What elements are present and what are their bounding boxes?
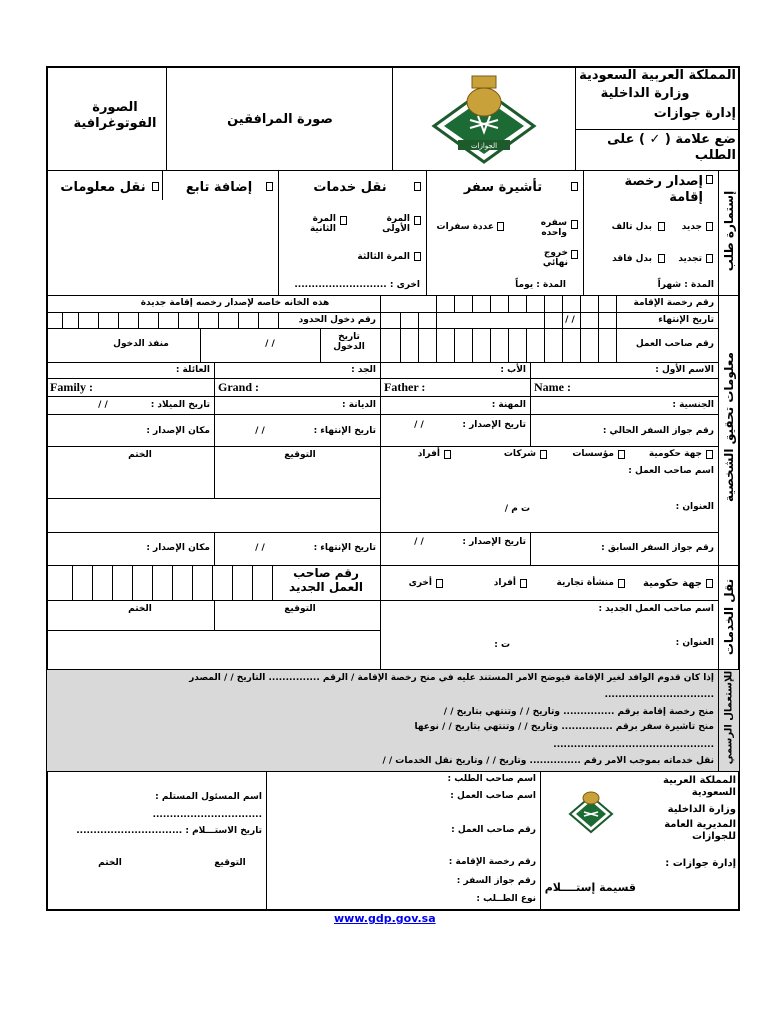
transfer-services-option: نقل خدمات [313, 180, 387, 195]
transfer-other-label: أخرى [408, 578, 432, 588]
divider [380, 600, 381, 669]
single-trip-label: سفره واحده [540, 218, 567, 239]
divider [46, 446, 718, 447]
receipt-logo [566, 786, 616, 836]
divider [214, 362, 215, 396]
employer-name-label: اسم صاحب العمل : [628, 466, 714, 476]
divider [530, 362, 531, 396]
receipt-receiver: اسم المسئول المستلم : [155, 792, 262, 802]
transfer-info-option: نقل معلومات [60, 180, 146, 195]
divider [200, 328, 201, 362]
divider [46, 328, 718, 329]
companies-label: شركات [503, 449, 536, 459]
kingdom-title: المملكة العربية السعودية [579, 68, 736, 83]
divider [214, 532, 215, 565]
receipt-general: المديرية العامة للجوازات [664, 819, 736, 842]
prev-issue-date-value[interactable]: / / [414, 537, 424, 547]
residence-duration: المدة : شهراً [657, 280, 714, 290]
divider [718, 565, 719, 669]
digit-box [598, 295, 599, 362]
divider [46, 565, 740, 566]
prev-expiry-label: تاريخ الإنتهاء : [313, 543, 376, 553]
new-residence-note: هذه الخانه خاصه لإصدار رخصه إقامة جديدة [140, 298, 330, 308]
divider [320, 328, 321, 362]
prev-expiry-value[interactable]: / / [255, 543, 265, 553]
receipt-request-type: نوع الطــلب : [476, 894, 536, 904]
lost-checkbox[interactable] [658, 222, 665, 231]
govt-label: جهة حكومية [648, 449, 702, 459]
visa-option: تأشيرة سفر [463, 180, 543, 195]
logo-text: الجوازات [470, 142, 498, 150]
digit-box [212, 565, 213, 600]
divider [278, 170, 279, 295]
official-line-5: ............................................... [553, 740, 714, 750]
new-employer-name-label: اسم صاحب العمل الجديد : [598, 604, 714, 614]
divider [718, 170, 719, 295]
divider [718, 669, 719, 771]
receipt-stamp: الختم [98, 858, 122, 868]
receipt-employer-no: رقم صاحب العمل : [451, 825, 536, 835]
divider [46, 362, 718, 363]
official-side-label: للإستعمال الرسمي [723, 670, 735, 765]
divider [718, 295, 719, 565]
digit-box [152, 565, 153, 600]
father-en-label: Father : [384, 380, 426, 394]
passports-logo [424, 68, 544, 166]
grandfather-label: الجد : [351, 365, 376, 375]
department-title: إدارة جوازات [653, 106, 736, 121]
transfer-commercial-label: منشأة تجارية [556, 578, 614, 588]
phone-label: ت م / [504, 504, 530, 514]
digit-box [252, 565, 253, 600]
divider [46, 295, 740, 296]
issue-place-label: مكان الإصدار : [146, 426, 210, 436]
entry-date-value[interactable]: / / [265, 339, 275, 349]
digit-box [92, 565, 93, 600]
digit-box [258, 312, 259, 328]
divider [46, 630, 380, 631]
visa-duration: المدة : يوماً [515, 280, 566, 290]
companions-photo-label: صورة المرافقين [227, 112, 333, 127]
add-dependent-option: إضافة تابع [185, 180, 253, 195]
digit-box [98, 312, 99, 328]
second-time-checkbox[interactable] [340, 216, 347, 225]
family-label: العائلة : [175, 365, 210, 375]
entry-port-label: منفذ الدخول [113, 339, 169, 349]
divider [214, 396, 215, 446]
divider [46, 170, 740, 171]
visa-checkbox[interactable] [571, 182, 578, 191]
receipt-applicant: اسم صاحب الطلب : [447, 774, 536, 784]
entry-date-label: تاريخ الدخول [333, 332, 365, 353]
digit-box [436, 312, 437, 362]
transfer-address-label: العنوان : [675, 638, 714, 648]
official-line-1: إذا كان قدوم الوافد لغير الإقامة فيوضح الامر المستند عليه في منح رخصة الإقامة / الرقم ............... التاريخ / / المصدر [189, 673, 714, 683]
transfer-side-label: نقل الخدمات [722, 578, 736, 656]
divider [166, 66, 167, 170]
divider [266, 771, 267, 911]
missing-checkbox[interactable] [658, 254, 665, 263]
lost-replacement-label: بدل تالف [611, 222, 652, 232]
digit-box [562, 295, 563, 362]
divider [214, 600, 215, 630]
transfer-individuals-checkbox[interactable] [520, 579, 527, 588]
previous-passport-label: رقم جواز السفر السابق : [601, 543, 714, 553]
digit-box [472, 295, 473, 312]
companies-checkbox[interactable] [540, 450, 547, 459]
divider [616, 295, 617, 362]
divider [380, 396, 381, 446]
govt-checkbox[interactable] [706, 450, 713, 459]
new-employer-no-label: رقم صاحب العمل الجديد [289, 566, 363, 595]
divider [46, 414, 718, 415]
first-name-label: الاسم الأول : [655, 365, 714, 375]
digit-box [272, 565, 273, 600]
digit-box [436, 295, 437, 312]
digit-box [418, 312, 419, 362]
divider [278, 312, 279, 328]
issue-date-label: تاريخ الإصدار : [462, 420, 526, 430]
divider [46, 532, 718, 533]
birth-date-label: تاريخ الميلاد : [150, 400, 210, 410]
receipt-residence-no: رقم رخصة الإقامة : [448, 857, 536, 867]
digit-box [112, 565, 113, 600]
expiry-date-value[interactable]: / / [565, 315, 575, 325]
digit-box [490, 328, 491, 362]
single-trip-checkbox[interactable] [571, 220, 578, 229]
missing-replacement-label: بدل فاقد [612, 254, 652, 264]
divider [540, 771, 541, 911]
official-line-6: نقل خدماته بموجب الأمر رقم ............... وتاريخ / / وتاريخ نقل الخدمات / / [382, 756, 714, 766]
first-time-label: المرة الأولى [382, 214, 410, 235]
father-label: الأب : [500, 365, 526, 375]
transfer-services-checkbox[interactable] [414, 182, 421, 191]
personal-photo-label: الصورة الفوتوغرافية [73, 100, 157, 131]
divider [426, 170, 427, 295]
transfer-govt-label: جهة حكومية [643, 578, 702, 589]
digit-box [62, 312, 63, 328]
personal-side-label: معلومات تحقيق الشخصية [722, 352, 736, 502]
name-en-label: Name : [534, 380, 571, 394]
website-link[interactable]: www.gdp.gov.sa [334, 912, 436, 925]
institutions-checkbox[interactable] [618, 450, 625, 459]
digit-box [508, 295, 509, 312]
nationality-label: الجنسية : [672, 400, 714, 410]
transfer-signature-label: التوقيع [284, 604, 316, 614]
digit-box [138, 312, 139, 328]
prev-issue-place-label: مكان الإصدار : [146, 543, 210, 553]
divider [380, 362, 381, 396]
expiry-date2-label: تاريخ الإنتهاء : [313, 426, 376, 436]
digit-box [454, 295, 455, 312]
residence-option: إصدار رخصة إقامة [624, 174, 703, 205]
receipt-department: إدارة جوازات : [665, 858, 736, 869]
divider [46, 498, 380, 499]
profession-label: المهنة : [491, 400, 526, 410]
digit-box [198, 312, 199, 328]
residence-checkbox[interactable] [706, 175, 713, 184]
request-side-label: إستمارة طلب [722, 190, 736, 272]
final-exit-checkbox[interactable] [571, 250, 578, 259]
digit-box [454, 328, 455, 362]
digit-box [178, 312, 179, 328]
divider [46, 396, 718, 397]
digit-box [172, 565, 173, 600]
transfer-govt-checkbox[interactable] [706, 579, 713, 588]
institutions-label: مؤسسات [572, 449, 614, 459]
transfer-stamp-label: الختم [128, 604, 152, 614]
individuals-checkbox[interactable] [444, 450, 451, 459]
divider [530, 414, 531, 446]
address-label: العنوان : [675, 502, 714, 512]
third-time-label: المرة الثالثة [357, 252, 410, 262]
digit-box [508, 328, 509, 362]
signature-label: التوقيع [284, 450, 316, 460]
digit-box [72, 565, 73, 600]
new-checkbox[interactable] [706, 222, 713, 231]
digit-box [78, 312, 79, 328]
new-label: جديد [681, 222, 702, 232]
residence-no-label: رقم رخصة الإقامة [633, 298, 714, 308]
multiple-trips-label: عددة سفرات [436, 222, 494, 232]
divider [530, 396, 531, 414]
stamp-label: الختم [128, 450, 152, 460]
third-time-checkbox[interactable] [414, 252, 421, 261]
divider [214, 446, 215, 498]
divider [46, 312, 718, 313]
divider [46, 600, 718, 601]
second-time-label: المرة الثانية [309, 214, 336, 235]
add-dependent-checkbox[interactable] [266, 182, 273, 191]
religion-label: الديانة : [342, 400, 376, 410]
digit-box [490, 295, 491, 312]
other-input[interactable]: أخرى : ........................... [294, 280, 420, 290]
transfer-phone-label: ت : [494, 640, 510, 650]
receipt-ministry: وزارة الداخلية [667, 804, 736, 815]
renewal-label: تجديد [678, 254, 702, 264]
receipt-coupon: قسيمة إستــــلام [544, 881, 636, 894]
digit-box [526, 328, 527, 362]
receipt-receive-date: تاريخ الاستـــلام : ............................... [76, 826, 262, 836]
divider [530, 532, 531, 565]
digit-box [526, 295, 527, 312]
digit-box [158, 312, 159, 328]
digit-box [580, 295, 581, 362]
digit-box [132, 565, 133, 600]
divider [575, 66, 576, 170]
digit-box [472, 328, 473, 362]
transfer-individuals-label: أفراد [493, 578, 516, 588]
transfer-commercial-checkbox[interactable] [618, 579, 625, 588]
grand-en-label: Grand : [218, 380, 260, 394]
individuals-label: أفراد [417, 449, 440, 459]
digit-box [544, 295, 545, 362]
expiry-date2-value[interactable]: / / [255, 426, 265, 436]
receipt-dots: ................................ [152, 810, 262, 820]
receipt-signature: التوقيع [214, 858, 246, 868]
official-line-2: ................................ [604, 690, 714, 700]
divider [46, 771, 740, 772]
divider [162, 170, 163, 200]
employer-no-label: رقم صاحب العمل [635, 339, 714, 349]
digit-box [118, 312, 119, 328]
transfer-other-checkbox[interactable] [436, 579, 443, 588]
divider [380, 565, 381, 600]
digit-box [232, 565, 233, 600]
divider [380, 532, 381, 565]
entry-no-label: رقم دخول الحدود [298, 315, 376, 325]
multiple-trips-checkbox[interactable] [497, 222, 504, 231]
digit-box [218, 312, 219, 328]
digit-box [380, 295, 381, 362]
final-exit-label: خروج نهائي [542, 248, 568, 269]
digit-box [400, 312, 401, 362]
ministry-title: وزارة الداخلية [600, 86, 690, 101]
instruction-text: ضع علامة ( ✓ ) على الطلب [607, 132, 736, 163]
digit-box [192, 565, 193, 600]
birth-date-value[interactable]: / / [98, 400, 108, 410]
divider [575, 129, 740, 130]
official-line-4: منح تأشيرة سفر برقم ............... وتاريخ / / وتنتهي بتاريخ / / نوعها [414, 722, 714, 732]
divider [392, 66, 393, 170]
transfer-info-checkbox[interactable] [152, 182, 159, 191]
official-line-3: منح رخصة إقامة برقم ............... وتاريخ / / وتنتهي بتاريخ / / [443, 707, 714, 717]
digit-box [238, 312, 239, 328]
first-time-checkbox[interactable] [414, 216, 421, 225]
renewal-checkbox[interactable] [706, 254, 713, 263]
receipt-passport-no: رقم جواز السفر : [456, 876, 536, 886]
family-en-label: Family : [50, 380, 93, 394]
expiry-date-label: تاريخ الإنتهاء [658, 315, 714, 325]
divider [380, 446, 381, 532]
divider [583, 170, 584, 295]
receipt-kingdom: المملكة العربية السعودية [663, 775, 736, 798]
receipt-employer: اسم صاحب العمل : [450, 791, 536, 801]
divider [46, 378, 718, 379]
current-passport-label: رقم جواز السفر الحالي : [602, 426, 714, 436]
issue-date-value[interactable]: / / [414, 420, 424, 430]
prev-issue-date-label: تاريخ الإصدار : [462, 537, 526, 547]
